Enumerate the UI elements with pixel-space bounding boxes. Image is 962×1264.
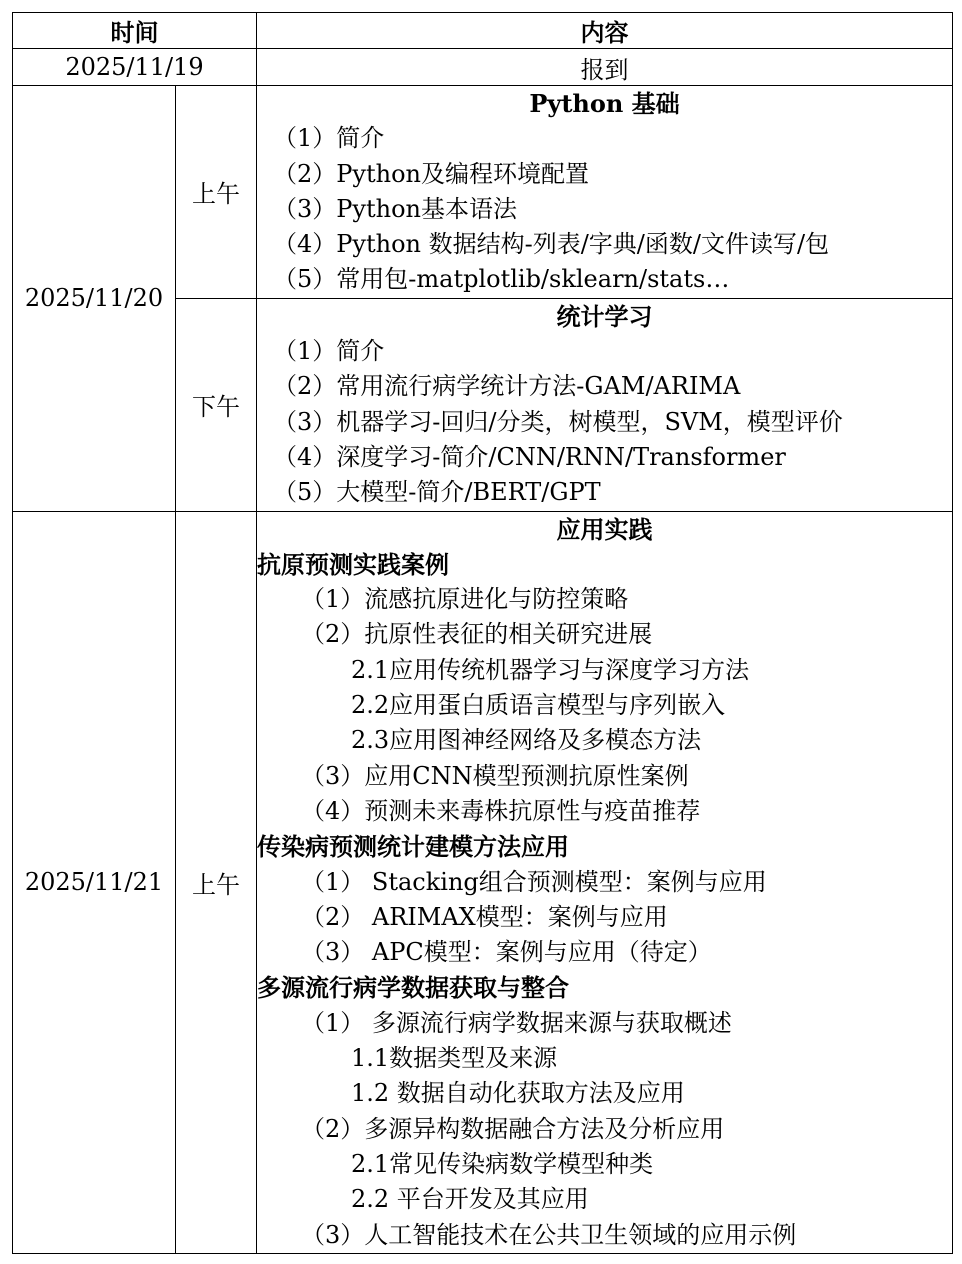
content-cell [257,86,953,299]
list-item: （4）深度学习-简介/CNN/RNN/Transformer [273,442,786,471]
list-item: （4）预测未来毒株抗原性与疫苗推荐 [301,796,701,825]
content-cell [257,511,953,1253]
list-item: （2）抗原性表征的相关研究进展 [301,620,653,649]
sub-item: 1.1数据类型及来源 [351,1044,558,1073]
sub-item: 2.2应用蛋白质语言模型与序列嵌入 [351,691,726,720]
list-item: （2）常用流行病学统计方法-GAM/ARIMA [273,372,741,401]
list-item: （3）人工智能技术在公共卫生领域的应用示例 [301,1220,797,1249]
list-item: （1）简介 [273,124,385,153]
table-row [13,511,953,1253]
period-cell: 下午 [176,298,257,511]
section-heading: 抗原预测实践案例 [257,549,449,579]
sub-item: 2.2 平台开发及其应用 [351,1185,589,1214]
period-cell: 上午 [176,86,257,299]
list-item: （5）大模型-简介/BERT/GPT [273,478,601,507]
sub-item: 1.2 数据自动化获取方法及应用 [351,1079,685,1108]
section-heading: 传染病预测统计建模方法应用 [257,832,569,862]
list-item: （2）多源异构数据融合方法及分析应用 [301,1114,725,1143]
section-title: 统计学习 [556,301,653,331]
table-row [13,86,953,299]
content-cell [257,298,953,511]
list-item: （1） Stacking组合预测模型：案例与应用 [301,867,767,896]
list-item: （4）Python 数据结构-列表/字典/函数/文件读写/包 [273,230,830,259]
section-title: Python 基础 [529,89,680,118]
list-item: （1）流感抗原进化与防控策略 [301,585,629,614]
section-title: 应用实践 [556,514,653,544]
list-item: （3）机器学习-回归/分类，树模型，SVM，模型评价 [273,407,843,436]
list-item: （1） 多源流行病学数据来源与获取概述 [301,1008,732,1037]
header-content: 内容 [257,13,953,49]
list-item: （2） ARIMAX模型：案例与应用 [301,902,668,931]
sub-item: 2.3应用图神经网络及多模态方法 [351,726,702,755]
list-item: （3）应用CNN模型预测抗原性案例 [301,761,689,790]
period-cell: 上午 [176,511,257,1253]
schedule-table [12,12,953,1254]
content-cell: 报到 [257,49,953,86]
list-item: （2）Python及编程环境配置 [273,159,589,188]
date-cell: 2025/11/20 [13,86,176,512]
date-cell: 2025/11/19 [13,49,257,86]
list-item: （3） APC模型：案例与应用（待定） [301,938,712,967]
header-row [13,13,953,49]
sub-item: 2.1常见传染病数学模型种类 [351,1149,654,1178]
sub-item: 2.1应用传统机器学习与深度学习方法 [351,655,750,684]
header-time: 时间 [13,13,257,49]
list-item: （5）常用包-matplotlib/sklearn/stats… [273,265,730,294]
section-heading: 多源流行病学数据获取与整合 [257,973,569,1003]
list-item: （3）Python基本语法 [273,194,517,223]
date-cell: 2025/11/21 [13,511,176,1253]
list-item: （1）简介 [273,337,385,366]
table-row [13,49,953,86]
